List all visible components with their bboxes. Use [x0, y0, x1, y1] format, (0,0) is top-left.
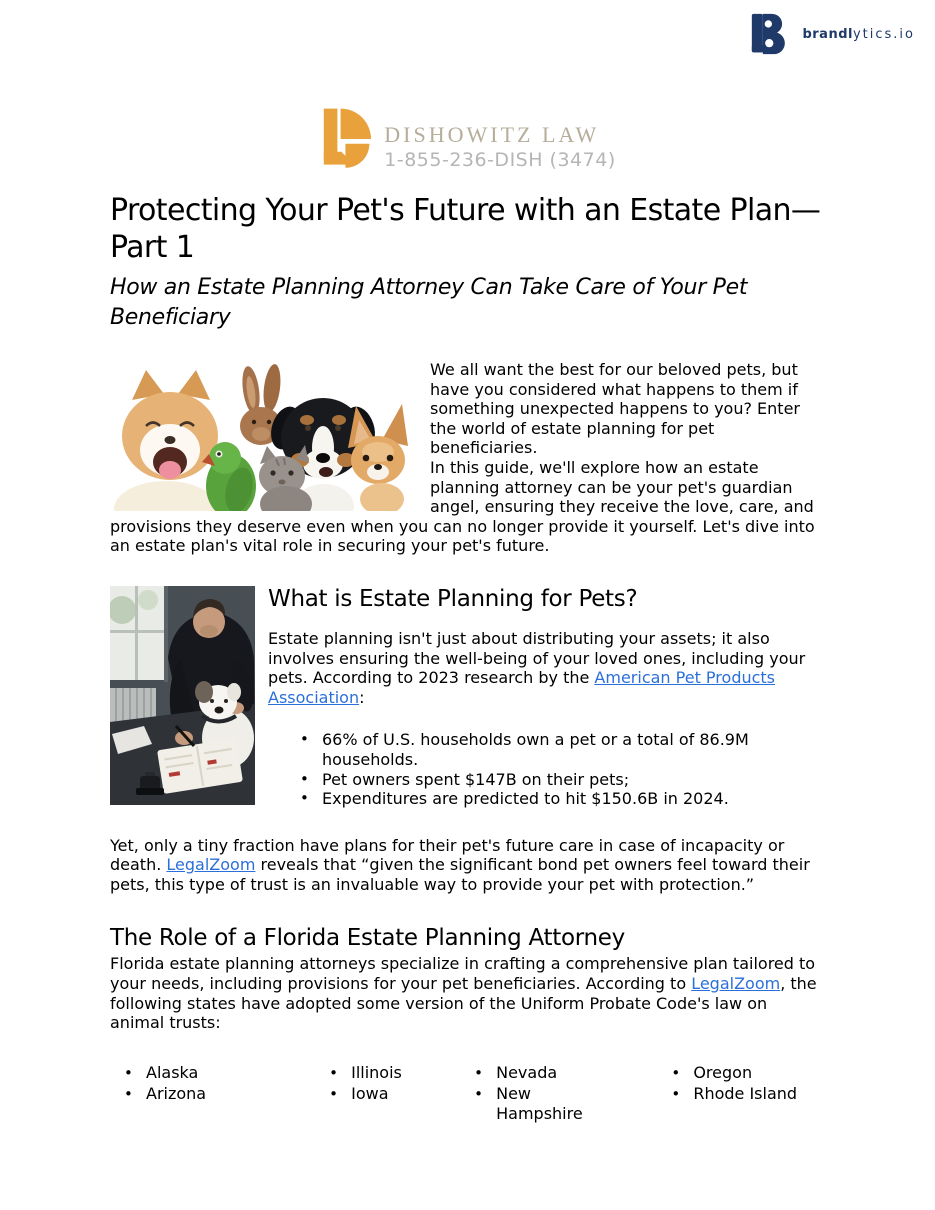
section-role-of-attorney	[110, 925, 825, 1124]
intro-paragraph-2: In this guide, we'll explore how an estate planning attorney can be your pet's guardian angel, ensuring they receive the love, care, and provisions they deserve even when you can no longer provide it yourself. Let's dive into an estate plan's vital role in securing your pet's future.	[110, 457, 815, 556]
brandlytics-wordmark: brandlytics.io	[802, 26, 915, 42]
section1-paragraph: Estate planning isn't just about distributing your assets; it also involves ensuring the well-being of your loved ones, including your pets. According to 2023 research by the American Pet Products Association:	[268, 628, 806, 707]
legalzoom-link-2[interactable]: LegalZoom	[691, 974, 781, 994]
firm-name: DISHOWITZ LAW	[384, 122, 600, 147]
state-item: • Illinois	[327, 1063, 460, 1083]
state-item: • Rhode Island	[669, 1084, 825, 1104]
intro-paragraph-1: We all want the best for our beloved pets, but have you considered what happens to them if something unexpected happens to you? Enter the world of estate planning for pet beneficiaries.	[430, 360, 800, 458]
brandlytics-monogram-icon	[749, 12, 795, 56]
section2-heading: The Role of a Florida Estate Planning Attorney	[110, 925, 625, 952]
state-item: • Oregon	[669, 1063, 825, 1083]
pet-statistics-list	[268, 730, 825, 808]
firm-phone: 1-855-236-DISH (3474)	[384, 149, 616, 171]
state-item: • New Hampshire	[472, 1084, 564, 1124]
states-column-3	[460, 1063, 657, 1125]
dishowitz-law-logo-icon	[319, 106, 375, 172]
letterhead-text	[384, 122, 616, 171]
section1-body	[268, 586, 825, 809]
state-item: • Iowa	[327, 1084, 460, 1104]
states-column-1	[110, 1063, 315, 1125]
section2-paragraph: Florida estate planning attorneys specialize in crafting a comprehensive plan tailored to your needs, including provisions for your pet beneficiaries. According to LegalZoom, the following states have adopted some version of the Uniform Probate Code's law on animal trusts:	[110, 954, 817, 1033]
legalzoom-link-1[interactable]: LegalZoom	[166, 855, 256, 875]
article-subtitle: How an Estate Planning Attorney Can Take Care of Your Pet Beneficiary	[110, 275, 748, 330]
state-item: • Arizona	[122, 1084, 315, 1104]
list-item: • 66% of U.S. households own a pet or a total of 86.9M households.	[298, 730, 825, 769]
section1-closing-paragraph: Yet, only a tiny fraction have plans for their pet's future care in case of incapacity or death. LegalZoom reveals that “given the significant bond pet owners feel toward their pets, this type of trust is an invaluable way to provide your pet with protection.”	[110, 835, 810, 894]
attorney-signing-image	[110, 586, 255, 805]
article-content	[110, 192, 825, 1125]
list-item: • Expenditures are predicted to hit $150.6B in 2024.	[298, 789, 825, 809]
brandlytics-logo	[749, 12, 915, 56]
pets-group-image	[110, 362, 417, 511]
intro-block	[110, 360, 825, 556]
states-column-2	[315, 1063, 460, 1125]
state-item: • Nevada	[472, 1063, 564, 1083]
article-title: Protecting Your Pet's Future with an Estate Plan—Part 1	[110, 193, 821, 265]
section1-heading: What is Estate Planning for Pets?	[268, 585, 638, 612]
states-list	[110, 1063, 825, 1125]
state-item: • Alaska	[122, 1063, 315, 1083]
states-column-4	[657, 1063, 825, 1125]
appa-link[interactable]: American Pet Products Association	[268, 668, 776, 707]
list-item: • Pet owners spent $147B on their pets;	[298, 770, 825, 790]
section-what-is-estate-planning	[110, 586, 825, 895]
